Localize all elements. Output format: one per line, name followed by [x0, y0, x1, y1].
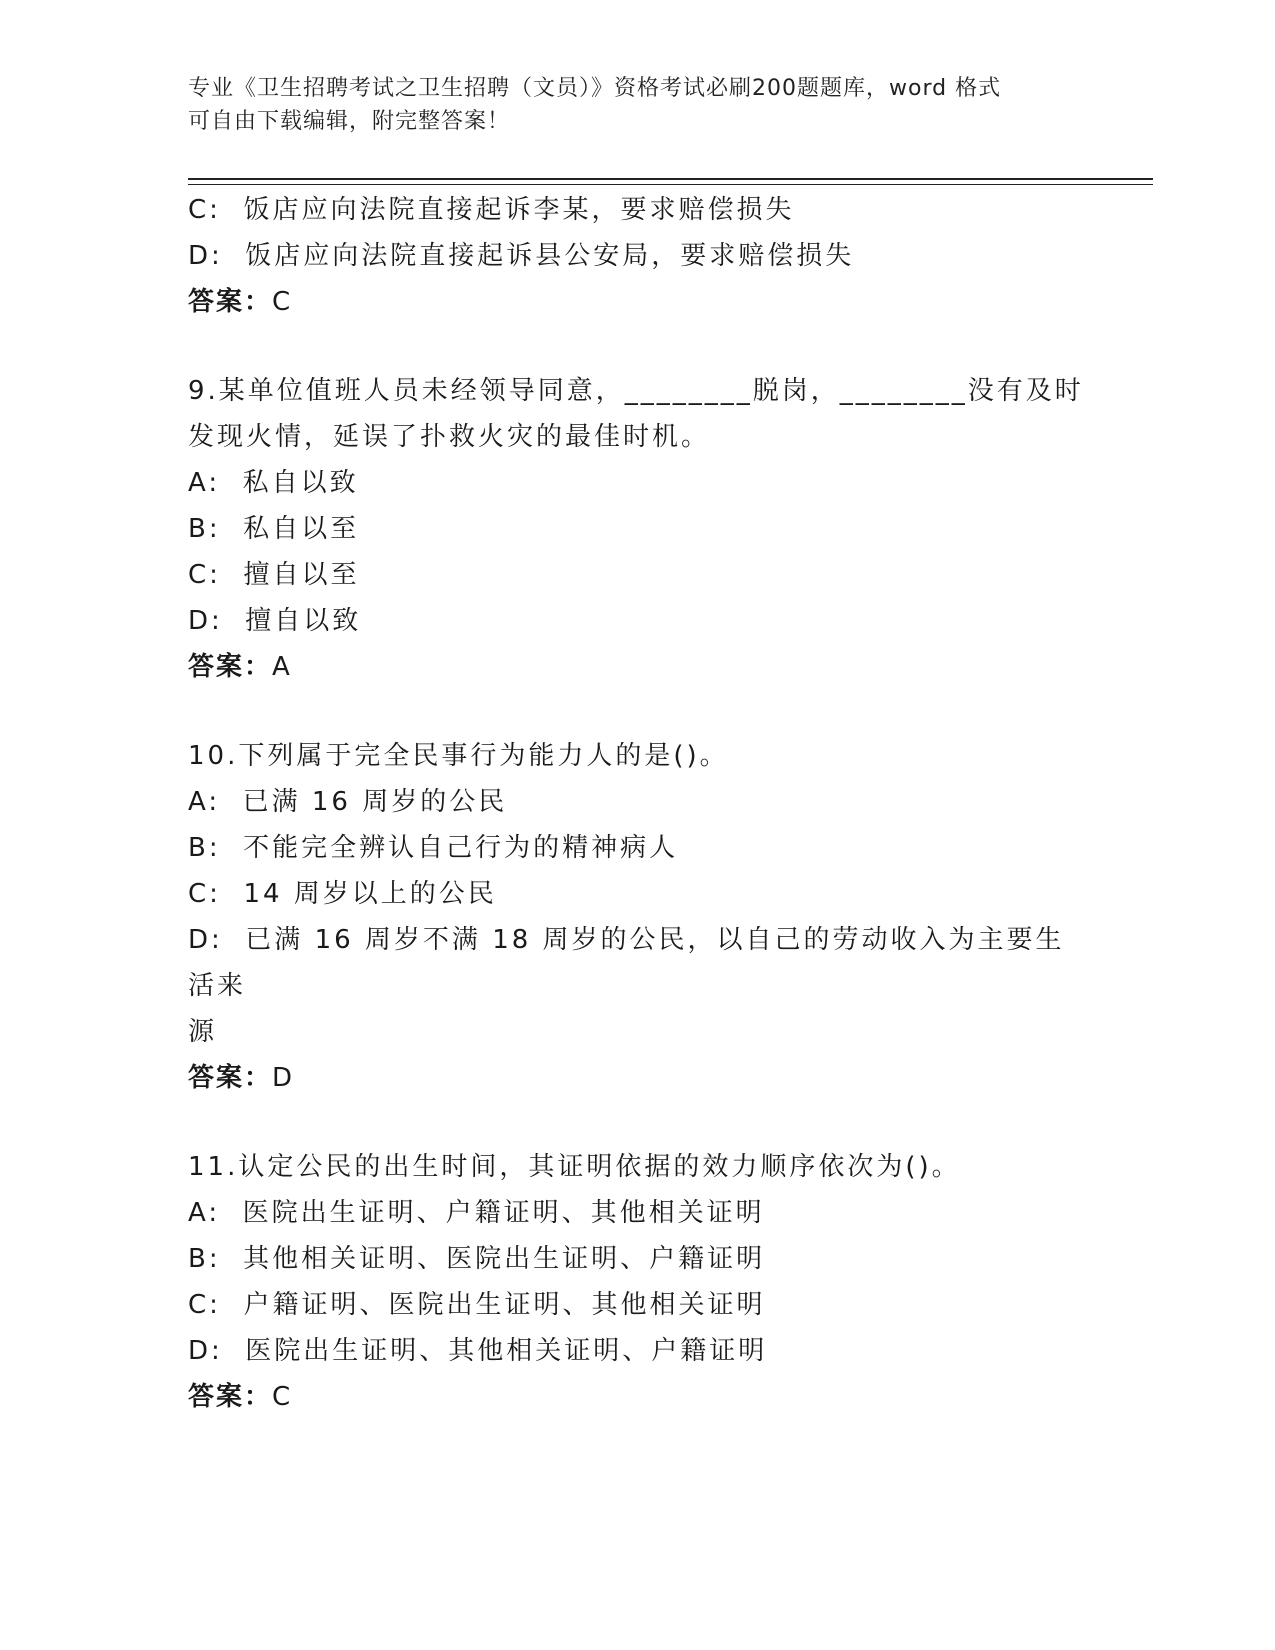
question-8	[188, 187, 1088, 325]
q10-option-b: B: 不能完全辨认自己行为的精神病人	[188, 833, 679, 863]
question-list	[188, 187, 1088, 1420]
q8-answer-label: 答案：	[188, 287, 273, 317]
q9-stem-line-1: 9.某单位值班人员未经领导同意，________脱岗，________没有及时	[188, 376, 1084, 406]
q11-stem: 11.认定公民的出生时间，其证明依据的效力顺序依次为()。	[188, 1152, 961, 1182]
q9-stem-line-2: 发现火情，延误了扑救火灾的最佳时机。	[188, 422, 711, 452]
q9-option-c: C: 擅自以至	[188, 560, 360, 590]
q8-answer	[188, 279, 1088, 325]
question-9	[188, 368, 1088, 690]
q10-stem: 10.下列属于完全民事行为能力人的是()。	[188, 741, 729, 771]
q9-answer-value: A	[272, 652, 292, 682]
q11-option-c: C: 户籍证明、医院出生证明、其他相关证明	[188, 1290, 766, 1320]
q9-option-a: A: 私自以致	[188, 468, 359, 498]
q11-option-a: A: 医院出生证明、户籍证明、其他相关证明	[188, 1198, 765, 1228]
question-10	[188, 733, 1088, 1101]
q10-option-d-line-1: D: 已满 16 周岁不满 18 周岁的公民，以自己的劳动收入为主要生活来	[188, 925, 1065, 1001]
q10-option-d-line-2: 源	[188, 1017, 218, 1047]
q10-answer	[188, 1055, 1088, 1101]
q9-answer-label: 答案：	[188, 652, 273, 682]
q11-option-d: D: 医院出生证明、其他相关证明、户籍证明	[188, 1336, 768, 1366]
header-divider-thin	[188, 184, 1153, 185]
q11-answer	[188, 1374, 1088, 1420]
q11-option-b: B: 其他相关证明、医院出生证明、户籍证明	[188, 1244, 766, 1274]
q10-option-c: C: 14 周岁以上的公民	[188, 879, 497, 909]
q10-option-a: A: 已满 16 周岁的公民	[188, 787, 508, 817]
document-header	[188, 72, 1068, 138]
header-line-2: 可自由下载编辑，附完整答案！	[188, 109, 511, 134]
q11-answer-label: 答案：	[188, 1382, 273, 1412]
q9-option-d: D: 擅自以致	[188, 606, 362, 636]
q8-answer-value: C	[272, 287, 293, 317]
q9-option-b: B: 私自以至	[188, 514, 360, 544]
header-divider-thick	[188, 178, 1153, 180]
q9-answer	[188, 644, 1088, 690]
q11-answer-value: C	[272, 1382, 293, 1412]
q10-answer-label: 答案：	[188, 1063, 273, 1093]
q8-option-c: C: 饭店应向法院直接起诉李某，要求赔偿损失	[188, 195, 795, 225]
q10-answer-value: D	[272, 1063, 295, 1093]
header-line-1: 专业《卫生招聘考试之卫生招聘（文员）》资格考试必刷200题题库，word 格式	[188, 76, 1002, 101]
question-11	[188, 1144, 1088, 1420]
q8-option-d: D: 饭店应向法院直接起诉县公安局，要求赔偿损失	[188, 241, 855, 271]
